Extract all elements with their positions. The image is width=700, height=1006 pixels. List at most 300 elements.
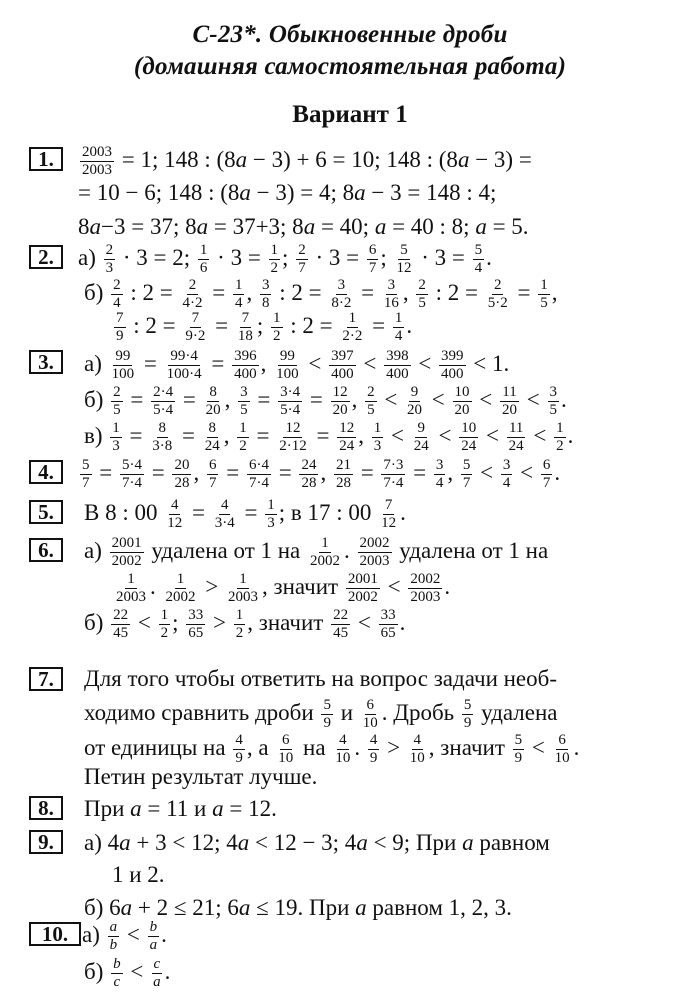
fraction	[538, 278, 550, 311]
fraction-denominator: 5	[240, 401, 248, 418]
text-run: =	[123, 423, 149, 448]
text-run: <	[526, 735, 551, 760]
fraction-denominator: 12	[167, 514, 183, 531]
text-run: · 3 =	[211, 245, 267, 270]
fraction-denominator: 5·4	[280, 401, 301, 418]
problem-number-badge: 3.	[29, 350, 63, 374]
fraction	[501, 458, 513, 491]
fraction-denominator: 7	[368, 259, 377, 276]
fraction-numerator: 4	[339, 731, 347, 748]
text-run: ; в 17 : 00	[278, 500, 378, 525]
variable: a	[374, 214, 387, 239]
fraction	[408, 733, 427, 766]
solution-line	[84, 731, 580, 766]
problem-number-badge: 7.	[29, 667, 63, 691]
text-run: · 3 = 2;	[117, 245, 196, 270]
fraction-numerator: 33	[380, 606, 396, 623]
text-run: =	[206, 280, 231, 305]
fraction-denominator: 3	[373, 437, 382, 454]
text-run: < 12 − 3; 4	[249, 830, 357, 855]
fraction-numerator: 7	[384, 496, 393, 513]
text-run: = 5.	[486, 214, 529, 239]
text-run: =	[366, 313, 391, 338]
fraction-denominator: 5	[367, 401, 375, 418]
fraction	[394, 243, 413, 276]
text-run: ;	[380, 245, 393, 270]
fraction	[234, 608, 246, 641]
fraction-denominator: 2·12	[279, 437, 307, 454]
fraction-numerator: 1	[394, 309, 403, 326]
fraction	[368, 733, 380, 766]
text-run: <	[385, 423, 410, 448]
fraction-denominator: 7	[82, 474, 90, 491]
text-run: . Дробь	[381, 700, 460, 725]
fraction	[365, 385, 377, 418]
fraction	[346, 572, 380, 605]
fraction-numerator: 1	[239, 570, 247, 587]
fraction-numerator: 3	[261, 276, 270, 293]
fraction-denominator: 24	[339, 437, 355, 454]
text-run: ;	[256, 313, 269, 338]
fraction-denominator: 9	[323, 714, 331, 731]
fraction	[408, 572, 442, 605]
text-run: ходимо сравнить дроби	[84, 700, 320, 725]
fraction	[151, 957, 163, 990]
text-run: : 2 =	[429, 280, 484, 305]
fraction-numerator: 399	[441, 347, 464, 364]
fraction	[500, 385, 519, 418]
fraction	[111, 385, 123, 418]
text-run: −3 = 37; 8	[101, 214, 197, 239]
fraction-denominator: 8	[261, 294, 270, 311]
text-run: =	[407, 460, 432, 485]
fraction	[554, 421, 566, 454]
fraction-denominator: 2002	[310, 552, 341, 569]
fraction-numerator: 1	[112, 419, 120, 436]
fraction-denominator: 2	[270, 259, 279, 276]
text-run: ,	[551, 280, 558, 305]
fraction	[321, 698, 333, 731]
fraction-denominator: 3	[105, 259, 114, 276]
fraction-denominator: 400	[386, 365, 409, 382]
fraction-numerator: 6	[542, 456, 551, 473]
fraction	[207, 458, 219, 491]
text-run: <	[527, 423, 553, 448]
fraction-numerator: 1	[540, 276, 548, 293]
fraction-denominator: 28	[335, 474, 351, 491]
fraction	[148, 920, 160, 953]
fraction-numerator: 1	[267, 496, 275, 513]
fraction	[80, 458, 92, 491]
text-run: =	[124, 387, 150, 412]
solution-line	[84, 534, 549, 569]
text-run: а)	[84, 538, 108, 563]
fraction	[308, 536, 342, 569]
text-run: на	[297, 735, 332, 760]
fraction-denominator: 2	[556, 437, 564, 454]
variable: a	[119, 830, 131, 855]
fraction	[269, 243, 281, 276]
text-run: =	[209, 313, 234, 338]
text-run: < 1.	[467, 351, 510, 376]
text-run: ;	[172, 610, 185, 635]
fraction-numerator: 2	[113, 383, 121, 400]
fraction-numerator: 3	[240, 383, 248, 400]
text-run: ,	[224, 387, 237, 412]
variable: a	[475, 214, 487, 239]
fraction	[384, 349, 411, 382]
text-run: удалена от 1 на	[393, 538, 549, 563]
text-run: · 3 =	[415, 245, 471, 270]
fraction-numerator: 1	[160, 606, 169, 623]
fraction-denominator: 4·2	[182, 294, 203, 311]
fraction-numerator: 8	[209, 383, 217, 400]
text-run: , значит	[428, 735, 511, 760]
fraction-numerator: 396	[234, 347, 257, 364]
fraction	[358, 536, 392, 569]
fraction-denominator: 20	[502, 401, 518, 418]
fraction	[151, 385, 175, 418]
fraction-denominator: 10	[278, 749, 294, 766]
fraction-numerator: 3	[337, 276, 346, 293]
solution-line	[84, 419, 574, 454]
text-run: <	[121, 922, 146, 947]
text-run: − 3) + 6 = 10; 148 : (8	[247, 147, 458, 172]
fraction	[165, 498, 184, 531]
problem-number-badge: 1.	[29, 147, 63, 171]
fraction	[331, 608, 350, 641]
fraction	[507, 421, 526, 454]
fraction-denominator: 2	[235, 624, 244, 641]
text-run: .	[150, 574, 162, 599]
fraction-denominator: 2	[160, 624, 169, 641]
fraction-denominator: 9·2	[185, 327, 206, 344]
text-run: 1 и 2.	[112, 862, 165, 887]
text-run: 8	[78, 214, 90, 239]
text-run: <	[521, 387, 546, 412]
fraction	[541, 458, 553, 491]
fraction-denominator: 12	[381, 514, 397, 531]
fraction-denominator: 4	[435, 474, 444, 491]
text-run: <	[426, 387, 451, 412]
text-run: <	[432, 423, 458, 448]
fraction-numerator: 4	[170, 496, 179, 513]
fraction	[204, 385, 223, 418]
solution-line	[78, 212, 529, 242]
fraction-denominator: 5	[549, 401, 557, 418]
text-run: б)	[84, 280, 110, 305]
fraction	[299, 458, 318, 491]
text-run: , значит	[247, 610, 330, 635]
text-run: .	[399, 610, 406, 635]
fraction-denominator: 2	[273, 327, 281, 344]
text-run: = 1; 148 : (8	[116, 147, 236, 172]
fraction-numerator: 9	[417, 419, 425, 436]
fraction-denominator: 10	[362, 714, 378, 731]
text-run: + 2 ≤ 21; 6	[132, 895, 239, 920]
text-run: =	[138, 351, 163, 376]
fraction-denominator: 24	[508, 437, 524, 454]
text-run: , а	[246, 735, 275, 760]
page-subtitle: (домашняя самостоятельная работа)	[133, 53, 567, 80]
text-run: <	[473, 387, 499, 412]
fraction-denominator: 5·2	[487, 294, 508, 311]
text-run: удалена	[475, 700, 558, 725]
fraction-denominator: 7	[208, 474, 217, 491]
text-run: ,	[447, 460, 459, 485]
text-run: · 3 =	[309, 245, 365, 270]
fraction	[271, 311, 283, 344]
fraction	[331, 385, 350, 418]
fraction-denominator: 20	[454, 401, 470, 418]
fraction-denominator: 24	[413, 437, 429, 454]
fraction-numerator: 5	[474, 241, 483, 258]
fraction-denominator: 3·4	[214, 514, 235, 531]
fraction	[226, 572, 260, 605]
text-run: = 40 : 8;	[386, 214, 476, 239]
fraction	[276, 733, 295, 766]
text-run: .	[164, 959, 171, 984]
fraction-denominator: 5·4	[153, 401, 174, 418]
fraction-denominator: 7	[462, 474, 471, 491]
text-run: : 2 =	[273, 280, 328, 305]
fraction	[120, 458, 144, 491]
fraction-numerator: 1	[234, 276, 243, 293]
fraction-denominator: 2003	[82, 161, 112, 178]
fraction	[382, 278, 401, 311]
fraction-numerator: 2	[418, 276, 426, 293]
fraction-denominator: 24	[204, 437, 220, 454]
text-run: =	[238, 500, 264, 525]
fraction-numerator: 1	[270, 241, 279, 258]
fraction	[260, 278, 272, 311]
fraction-denominator: 4	[234, 294, 243, 311]
fraction	[379, 608, 398, 641]
text-run: <	[352, 610, 377, 635]
fraction-denominator: 7·4	[121, 474, 142, 491]
fraction-numerator: 6	[282, 731, 290, 748]
fraction-numerator: 2001	[347, 570, 378, 587]
fraction-denominator: 400	[441, 365, 464, 382]
variable: a	[462, 830, 474, 855]
fraction-numerator: c	[153, 955, 161, 972]
fraction-numerator: 1	[556, 419, 564, 436]
fraction-numerator: 99·4	[170, 347, 198, 364]
fraction	[278, 385, 302, 418]
solution-line	[82, 918, 167, 953]
fraction	[372, 421, 384, 454]
fraction-numerator: b	[149, 918, 158, 935]
fraction-numerator: 2	[298, 241, 306, 258]
fraction-numerator: 2·4	[153, 383, 174, 400]
text-run: .	[344, 538, 356, 563]
text-run: <	[381, 574, 407, 599]
fraction-numerator: 7	[241, 309, 250, 326]
text-run: а)	[78, 245, 102, 270]
text-run: .	[554, 460, 561, 485]
fraction-denominator: 10	[335, 749, 351, 766]
fraction-numerator: 12	[285, 419, 301, 436]
text-run: ,	[402, 280, 415, 305]
fraction-denominator: 2003	[410, 588, 441, 605]
fraction-numerator: 1	[127, 570, 135, 587]
fraction	[181, 278, 205, 311]
fraction-numerator: 398	[386, 347, 409, 364]
text-run: ,	[246, 280, 258, 305]
fraction	[381, 458, 405, 491]
fraction	[111, 608, 130, 641]
fraction-denominator: 7	[542, 474, 551, 491]
solution-line	[84, 794, 277, 824]
text-run: = 40;	[315, 214, 375, 239]
solution-line	[84, 696, 558, 731]
fraction-numerator: 3·4	[280, 383, 301, 400]
solution-line	[84, 955, 171, 990]
variable: a	[196, 214, 209, 239]
text-run: =	[310, 423, 336, 448]
solution-line	[78, 178, 496, 208]
fraction-denominator: 2003	[359, 552, 390, 569]
text-run: = 12.	[223, 796, 277, 821]
fraction	[337, 421, 356, 454]
fraction-denominator: 16	[383, 294, 399, 311]
fraction	[114, 311, 126, 344]
fraction-numerator: 5	[514, 731, 523, 748]
fraction-numerator: 8	[208, 419, 216, 436]
text-run: ,	[320, 460, 332, 485]
text-run: <	[357, 351, 383, 376]
fraction	[393, 311, 405, 344]
fraction-denominator: 3	[112, 437, 120, 454]
fraction-denominator: 9	[463, 714, 472, 731]
fraction-numerator: 6·4	[248, 456, 269, 473]
text-run: от единицы на	[84, 735, 232, 760]
problem-number-badge: 9.	[29, 830, 63, 854]
fraction-numerator: 2	[105, 241, 114, 258]
variable: a	[212, 796, 224, 821]
fraction	[111, 278, 123, 311]
fraction-numerator: 5	[323, 696, 331, 713]
fraction-numerator: 10	[454, 383, 470, 400]
fraction	[159, 608, 171, 641]
fraction	[110, 536, 144, 569]
fraction-numerator: 3	[549, 383, 557, 400]
fraction	[329, 278, 353, 311]
fraction-numerator: 6	[208, 456, 217, 473]
text-run: <	[514, 460, 539, 485]
solution-line	[84, 606, 406, 641]
fraction	[340, 311, 364, 344]
text-run: : 2 =	[284, 313, 339, 338]
fraction-numerator: a	[109, 918, 118, 935]
fraction-numerator: 4	[413, 731, 422, 748]
fraction-numerator: 5	[463, 696, 472, 713]
fraction-numerator: 1	[348, 309, 357, 326]
text-run: − 3) = 4; 8	[250, 180, 355, 205]
fraction-denominator: 2	[239, 437, 247, 454]
fraction-denominator: c	[113, 973, 121, 990]
fraction-numerator: 1	[239, 419, 247, 436]
variable: a	[235, 147, 248, 172]
solution-line	[84, 347, 510, 382]
fraction-denominator: 20	[205, 401, 221, 418]
fraction-numerator: 24	[301, 456, 317, 473]
fraction-denominator: 20	[407, 401, 423, 418]
fraction-numerator: 6	[368, 241, 377, 258]
text-run: =	[251, 387, 277, 412]
text-run: .	[161, 922, 167, 947]
fraction	[461, 458, 473, 491]
fraction-numerator: 7	[191, 309, 200, 326]
fraction	[379, 498, 398, 531]
fraction	[108, 920, 120, 953]
text-run: >	[381, 735, 406, 760]
text-run: В 8 : 00	[84, 500, 164, 525]
fraction-denominator: 10	[554, 749, 570, 766]
page-title: С-23*. Обыкновенные дроби	[192, 21, 508, 48]
fraction-denominator: 8·2	[331, 294, 352, 311]
fraction-numerator: 8	[158, 419, 167, 436]
solution-line	[84, 893, 512, 923]
problem-number-badge: 2.	[29, 245, 63, 269]
fraction-denominator: 2·2	[342, 327, 363, 344]
fraction-numerator: 11	[508, 419, 524, 436]
text-run: =	[355, 280, 380, 305]
fraction-denominator: 3·8	[152, 437, 173, 454]
fraction-numerator: 6	[366, 696, 374, 713]
fraction-denominator: 9	[116, 327, 124, 344]
variable: a	[238, 895, 251, 920]
text-run: <	[412, 351, 438, 376]
fraction	[232, 349, 259, 382]
fraction	[548, 385, 560, 418]
text-run: .	[406, 313, 413, 338]
fraction	[110, 349, 137, 382]
fraction-numerator: 2002	[359, 534, 390, 551]
fraction	[164, 572, 198, 605]
text-run: При	[84, 796, 131, 821]
fraction-denominator: 65	[188, 624, 204, 641]
text-run: в)	[84, 423, 109, 448]
text-run: : 2 =	[124, 280, 179, 305]
fraction-denominator: 9	[369, 749, 378, 766]
fraction-denominator: 45	[113, 624, 129, 641]
variable: a	[303, 214, 316, 239]
fraction	[186, 608, 205, 641]
fraction-numerator: 22	[113, 606, 129, 623]
fraction-denominator: 5	[540, 294, 548, 311]
text-run: ,	[223, 423, 236, 448]
solution-line	[84, 664, 557, 694]
fraction	[329, 349, 356, 382]
fraction	[213, 498, 237, 531]
fraction	[405, 385, 424, 418]
fraction	[453, 385, 472, 418]
solution-line	[78, 241, 492, 276]
fraction	[416, 278, 428, 311]
fraction-denominator: 28	[174, 474, 190, 491]
fraction-denominator: 7	[298, 259, 306, 276]
fraction	[265, 498, 277, 531]
text-run: а) 4	[84, 830, 120, 855]
variant-heading: Вариант 1	[292, 101, 408, 128]
fraction	[247, 458, 271, 491]
fraction-denominator: 24	[461, 437, 477, 454]
fraction-numerator: 5	[462, 456, 471, 473]
text-run: равном 1, 2, 3.	[366, 895, 512, 920]
fraction-denominator: 2002	[347, 588, 378, 605]
problem-number-badge: 5.	[29, 500, 63, 524]
